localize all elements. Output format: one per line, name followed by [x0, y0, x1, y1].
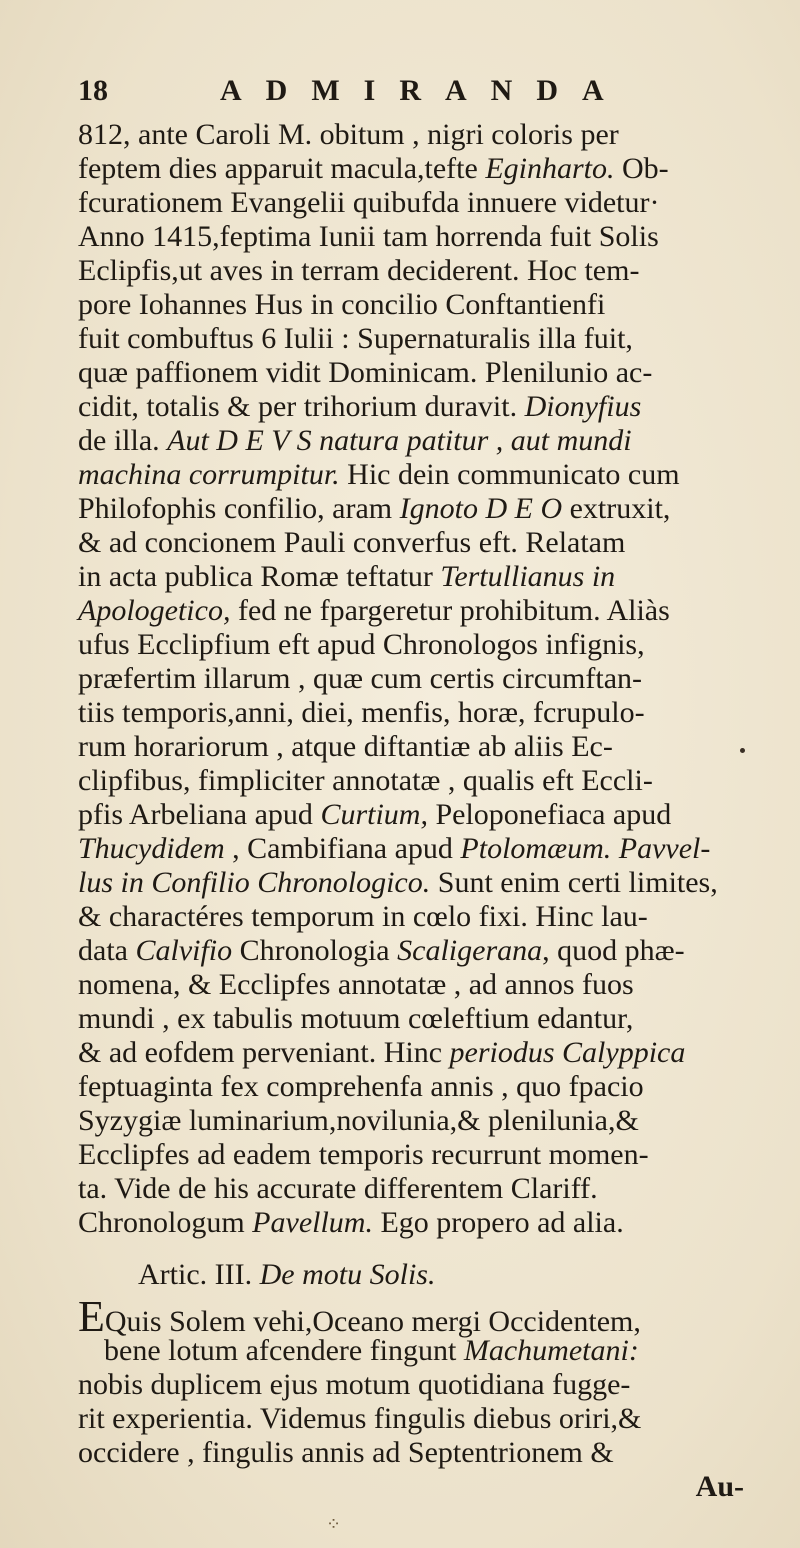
text-line: 812, ante Caroli M. obitum , nigri coloris per [78, 118, 619, 151]
text-run: extruxit, [562, 492, 671, 525]
text-run: Philofophis confilio, aram [78, 492, 400, 525]
text-run: & ad eofdem perveniant. Hinc [78, 1036, 450, 1069]
text-line: fcurationem Evangelii quibufda innuere videtur· [78, 186, 660, 219]
italic-run: Calvifio [135, 934, 233, 967]
text-run: , quod phæ- [542, 934, 685, 967]
text-line [78, 1206, 758, 1240]
text-line [78, 866, 758, 900]
text-line [78, 798, 758, 832]
text-run: data [78, 934, 136, 967]
text-run: Ego propero ad alia. [372, 1206, 624, 1239]
page-mark: ⁘ [326, 1514, 342, 1535]
section-label: Artic. III. [138, 1258, 260, 1291]
text-line: tiis temporis,anni, diei, menfis, horæ, fcrupulo- [78, 696, 645, 729]
text-line: quæ paffionem vidit Dominicam. Plenilunio ac- [78, 356, 653, 389]
running-header [78, 74, 738, 124]
text-line: ta. Vide de his accurate differentem Clariff. [78, 1172, 598, 1205]
text-line [78, 560, 758, 594]
text-line: feptuaginta fex comprehenfa annis , quo fpacio [78, 1070, 644, 1103]
text-run: Sunt enim certi limites, [430, 866, 718, 899]
italic-run: periodus Calyppica [449, 1036, 686, 1069]
text-line: & ad concionem Pauli converfus eft. Relatam [78, 526, 626, 559]
text-line [78, 458, 758, 492]
page-number: 18 [78, 74, 108, 107]
text-line [78, 934, 758, 968]
italic-run: Tertullianus in [440, 560, 616, 593]
text-line: fuit combuftus 6 Iulii : Supernaturalis illa fuit, [78, 322, 633, 355]
section-title: De motu Solis. [259, 1258, 436, 1291]
text-line: Syzygiæ luminarium,novilunia,& plenilunia,& [78, 1104, 639, 1137]
text-run: bene lotum afcendere fingunt [104, 1334, 464, 1367]
text-line: præfertim illarum , quæ cum certis circumftan- [78, 662, 642, 695]
text-line: clipfibus, fimpliciter annotatæ , qualis eft Eccli- [78, 764, 653, 797]
italic-run: Scaligerana [397, 934, 543, 967]
italic-run: lus in Confilio Chronologico. [78, 866, 431, 899]
italic-run: Eginharto. [485, 152, 615, 185]
drop-cap: E [78, 1292, 105, 1341]
text-line: Anno 1415,feptima Iunii tam horrenda fuit Solis [78, 220, 659, 253]
text-line: rum horariorum , atque diftantiæ ab aliis Ec- [78, 730, 613, 763]
italic-run: machina corrumpitur. [78, 458, 340, 491]
text-run: Peloponefiaca apud [427, 798, 672, 831]
text-run: Chronologum [78, 1206, 253, 1239]
text-line [78, 492, 758, 526]
text-line [78, 1292, 758, 1341]
text-line [78, 832, 758, 866]
text-line [78, 390, 758, 424]
text-run: feptem dies apparuit macula,tefte [78, 152, 486, 185]
text-run: Hic dein communicato cum [339, 458, 680, 491]
text-body [78, 118, 758, 1504]
text-run: pfis Arbeliana apud [78, 798, 321, 831]
text-line: mundi , ex tabulis motuum cœleftium edantur, [78, 1002, 634, 1035]
text-run: cidit, totalis & per trihorium duravit. [78, 390, 525, 423]
italic-run: Pavellum. [252, 1206, 373, 1239]
italic-run: Curtium, [320, 798, 428, 831]
text-line: occidere , fingulis annis ad Septentrionem & [78, 1436, 614, 1469]
italic-run: Aut D E V S natura patitur , aut mundi [167, 424, 632, 457]
ink-speck [740, 748, 745, 753]
text-line: Eclipfis,ut aves in terram deciderent. Hoc tem- [78, 254, 640, 287]
italic-run: Dionyfius [524, 390, 642, 423]
text-line: pore Iohannes Hus in concilio Conftantienfi [78, 288, 606, 321]
catchword: Au- [695, 1470, 744, 1503]
text-run: de illa. [78, 424, 168, 457]
text-line: ufus Ecclipfium eft apud Chronologos infignis, [78, 628, 645, 661]
italic-run: Thucydidem [78, 832, 225, 865]
text-run: Quis Solem vehi,Oceano mergi Occidentem, [104, 1305, 641, 1338]
text-line [78, 1334, 758, 1368]
italic-run: Ignoto D E O [399, 492, 563, 525]
text-run: in acta publica Romæ teftatur [78, 560, 441, 593]
text-line: & charactéres temporum in cœlo fixi. Hinc lau- [78, 900, 648, 933]
running-title: ADMIRANDA [220, 74, 628, 107]
text-run: Ob- [614, 152, 669, 185]
text-line [78, 1036, 758, 1070]
italic-run: Machumetani: [463, 1334, 639, 1367]
text-line: Ecclipfes ad eadem temporis recurrunt momen- [78, 1138, 649, 1171]
text-run: , Cambifiana apud [224, 832, 461, 865]
text-line [78, 152, 758, 186]
text-line [78, 594, 758, 628]
text-line: rit experientia. Videmus fingulis diebus oriri,& [78, 1402, 642, 1435]
text-line: nobis duplicem ejus motum quotidiana fugge- [78, 1368, 631, 1401]
text-run: Chronologia [232, 934, 398, 967]
text-run: fed ne fpargeretur prohibitum. Aliàs [230, 594, 670, 627]
italic-run: Apologetico, [78, 594, 231, 627]
text-line [78, 424, 758, 458]
italic-run: Ptolomæum. Pavvel- [460, 832, 711, 865]
section-heading [138, 1258, 758, 1292]
text-line: nomena, & Ecclipfes annotatæ , ad annos fuos [78, 968, 634, 1001]
